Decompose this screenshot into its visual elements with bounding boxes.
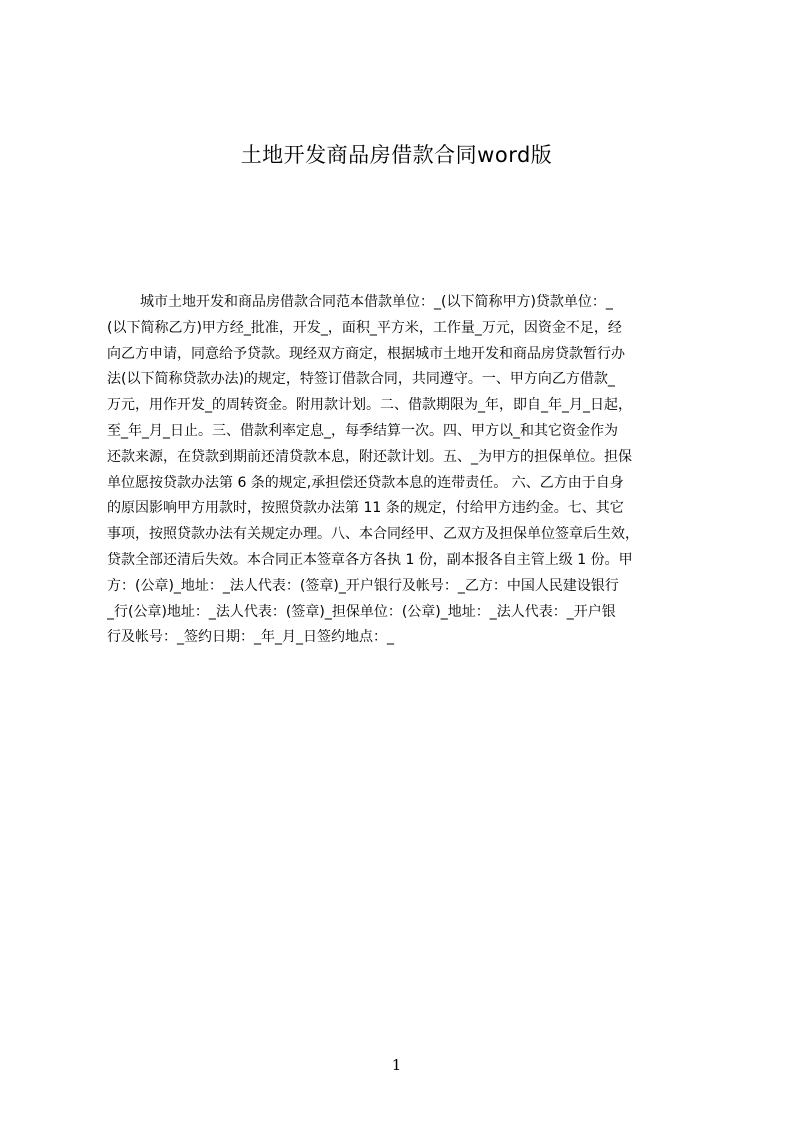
body-line: 至_年_月_日止。三、借款利率定息_，每季结算一次。四、甲方以_和其它资金作为 <box>107 422 618 439</box>
body-line: 的原因影响甲方用款时，按照贷款办法第 11 条的规定，付给甲方违约金。七、其它 <box>107 500 624 517</box>
body-line: 向乙方申请，同意给予贷款。现经双方商定，根据城市土地开发和商品房贷款暂行办 <box>107 345 625 362</box>
body-line: 行及帐号：_签约日期：_年_月_日签约地点：_ <box>107 629 394 646</box>
body-line: 还款来源，在贷款到期前还清贷款本息，附还款计划。五、_为甲方的担保单位。担保 <box>107 448 632 465</box>
body-line: 城市土地开发和商品房借款合同范本借款单位：_(以下简称甲方)贷款单位：_ <box>140 294 613 310</box>
body-line: 单位愿按贷款办法第 6 条的规定,承担偿还贷款本息的连带责任。 六、乙方由于自身 <box>107 474 624 491</box>
body-line: (以下简称乙方)甲方经_批准，开发_，面积_平方米，工作量_万元，因资金不足，经 <box>107 319 622 336</box>
body-line: 万元，用作开发_的周转资金。附用款计划。二、借款期限为_年，即自_年_月_日起， <box>107 397 632 414</box>
body-line: 事项，按照贷款办法有关规定办理。八、本合同经甲、乙双方及担保单位签章后生效， <box>107 526 639 543</box>
document-title: 土地开发商品房借款合同word版 <box>240 143 553 167</box>
body-line: 法(以下简称贷款办法)的规定，特签订借款合同，共同遵守。一、甲方向乙方借款_ <box>107 371 615 388</box>
contract-body <box>107 290 698 670</box>
body-line: _行(公章)地址：_法人代表：(签章)_担保单位：(公章)_地址：_法人代表：_开户银 <box>107 603 616 620</box>
body-line: 贷款全部还清后失效。本合同正本签章各方各执 1 份，副本报各自主管上级 1 份。甲 <box>107 551 633 568</box>
body-line: 方：(公章)_地址：_法人代表：(签章)_开户银行及帐号：_乙方：中国人民建设银行 <box>107 577 619 594</box>
page-number: 1 <box>391 1056 402 1074</box>
